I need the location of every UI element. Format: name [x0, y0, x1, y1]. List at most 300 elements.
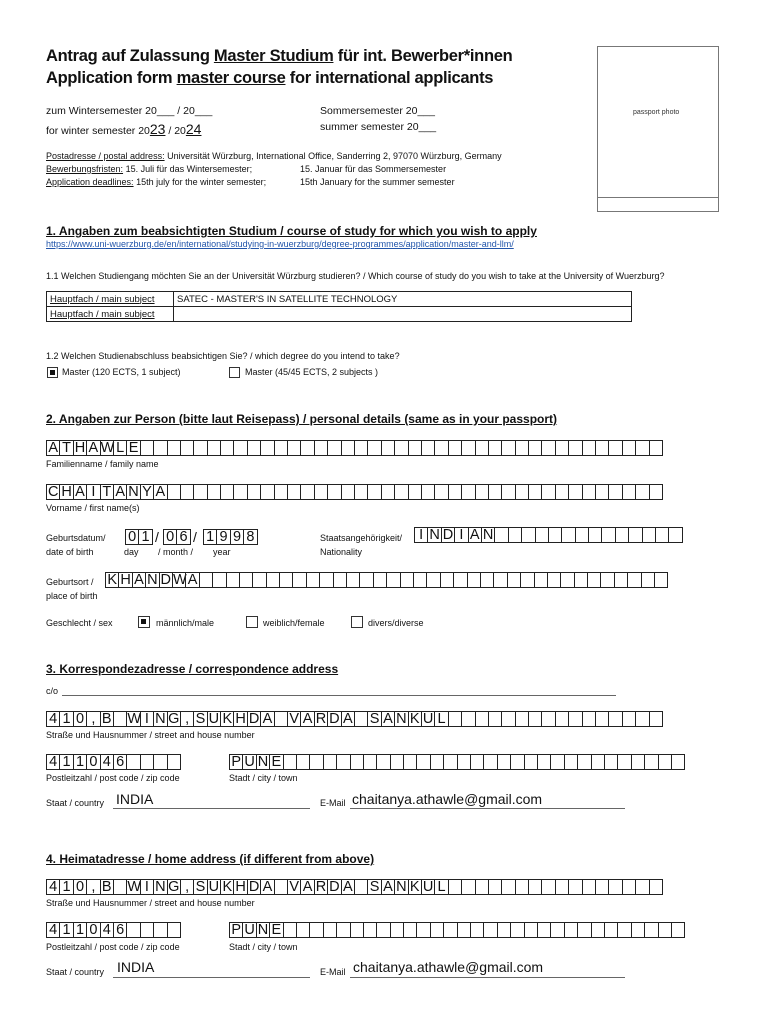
char-box[interactable] [453, 572, 467, 588]
char-box[interactable] [494, 527, 508, 543]
char-box[interactable] [461, 711, 475, 727]
char-box[interactable] [510, 754, 524, 770]
char-box[interactable] [247, 484, 261, 500]
char-box[interactable] [510, 922, 524, 938]
char-box[interactable] [617, 754, 631, 770]
char-box[interactable] [483, 922, 497, 938]
char-box[interactable]: A [381, 879, 395, 895]
char-box[interactable]: A [113, 484, 127, 500]
char-box[interactable] [212, 572, 226, 588]
char-box[interactable] [595, 484, 609, 500]
first-name-boxes[interactable] [46, 484, 662, 500]
char-box[interactable] [381, 440, 395, 456]
char-box[interactable] [649, 879, 663, 895]
char-box[interactable] [515, 440, 529, 456]
home-city-boxes[interactable] [229, 922, 684, 938]
char-box[interactable]: G [168, 711, 180, 727]
char-box[interactable] [367, 484, 381, 500]
char-box[interactable] [354, 440, 368, 456]
char-box[interactable] [247, 440, 261, 456]
passport-photo-box[interactable] [597, 46, 719, 212]
char-box[interactable]: A [86, 440, 100, 456]
char-box[interactable] [568, 711, 582, 727]
char-box[interactable] [167, 440, 181, 456]
char-box[interactable] [550, 922, 564, 938]
char-box[interactable] [528, 484, 542, 500]
char-box[interactable] [470, 922, 484, 938]
char-box[interactable]: 0 [86, 922, 100, 938]
char-box[interactable]: E [269, 754, 283, 770]
dob-day-boxes[interactable] [125, 529, 152, 545]
degree-option-45-checkbox[interactable] [229, 367, 240, 378]
char-box[interactable] [408, 440, 422, 456]
char-box[interactable] [126, 922, 140, 938]
country-field[interactable]: INDIA [116, 791, 154, 807]
char-box[interactable] [363, 922, 377, 938]
char-box[interactable] [644, 754, 658, 770]
char-box[interactable]: 4 [46, 922, 60, 938]
home-postcode-boxes[interactable] [46, 922, 180, 938]
char-box[interactable] [306, 572, 320, 588]
char-box[interactable] [541, 711, 555, 727]
char-box[interactable] [300, 440, 314, 456]
char-box[interactable]: 4 [100, 922, 114, 938]
char-box[interactable] [655, 527, 669, 543]
char-box[interactable]: 1 [203, 529, 217, 545]
char-box[interactable] [376, 754, 390, 770]
char-box[interactable] [443, 754, 457, 770]
char-box[interactable] [488, 484, 502, 500]
char-box[interactable] [287, 484, 301, 500]
char-box[interactable]: A [468, 527, 482, 543]
char-box[interactable] [287, 440, 301, 456]
char-box[interactable] [461, 879, 475, 895]
char-box[interactable] [515, 879, 529, 895]
char-box[interactable] [390, 754, 404, 770]
char-box[interactable]: 8 [243, 529, 257, 545]
char-box[interactable]: B [100, 879, 114, 895]
char-box[interactable]: 0 [73, 711, 87, 727]
char-box[interactable]: W [127, 879, 142, 895]
char-box[interactable] [582, 484, 596, 500]
char-box[interactable]: 0 [125, 529, 139, 545]
char-box[interactable] [577, 922, 591, 938]
char-box[interactable]: W [172, 572, 187, 588]
char-box[interactable] [622, 440, 636, 456]
char-box[interactable] [457, 754, 471, 770]
char-box[interactable] [274, 440, 288, 456]
char-box[interactable]: 1 [59, 922, 73, 938]
char-box[interactable] [403, 754, 417, 770]
char-box[interactable] [363, 754, 377, 770]
char-box[interactable] [631, 754, 645, 770]
char-box[interactable] [488, 440, 502, 456]
char-box[interactable] [434, 440, 448, 456]
char-box[interactable]: N [155, 711, 166, 727]
char-box[interactable]: S [193, 711, 207, 727]
char-box[interactable]: R [315, 879, 327, 895]
char-box[interactable] [644, 922, 658, 938]
char-box[interactable] [604, 922, 618, 938]
char-box[interactable]: K [220, 711, 234, 727]
char-box[interactable] [426, 572, 440, 588]
char-box[interactable] [300, 484, 314, 500]
char-box[interactable] [207, 484, 221, 500]
char-box[interactable] [622, 484, 636, 500]
char-box[interactable] [627, 572, 641, 588]
char-box[interactable] [448, 440, 462, 456]
char-box[interactable]: U [422, 879, 434, 895]
char-box[interactable] [327, 484, 341, 500]
char-box[interactable] [564, 754, 578, 770]
char-box[interactable] [483, 754, 497, 770]
char-box[interactable]: N [257, 922, 269, 938]
char-box[interactable] [416, 922, 430, 938]
char-box[interactable] [534, 572, 548, 588]
char-box[interactable] [260, 440, 274, 456]
char-box[interactable] [671, 922, 685, 938]
char-box[interactable]: R [315, 711, 327, 727]
char-box[interactable] [555, 440, 569, 456]
char-box[interactable] [550, 754, 564, 770]
char-box[interactable]: V [287, 711, 301, 727]
char-box[interactable] [508, 527, 522, 543]
char-box[interactable]: A [153, 484, 167, 500]
char-box[interactable]: , [180, 711, 194, 727]
char-box[interactable] [467, 572, 481, 588]
char-box[interactable]: H [61, 484, 72, 500]
char-box[interactable]: S [367, 879, 381, 895]
char-box[interactable] [367, 440, 381, 456]
char-box[interactable] [323, 922, 337, 938]
char-box[interactable]: I [140, 879, 154, 895]
char-box[interactable] [193, 440, 207, 456]
char-box[interactable] [443, 922, 457, 938]
char-box[interactable]: 1 [138, 529, 152, 545]
char-box[interactable] [608, 484, 622, 500]
char-box[interactable]: N [429, 527, 440, 543]
char-box[interactable]: P [229, 922, 243, 938]
char-box[interactable] [524, 922, 538, 938]
char-box[interactable]: , [180, 879, 194, 895]
char-box[interactable] [515, 711, 529, 727]
char-box[interactable] [577, 754, 591, 770]
char-box[interactable] [457, 922, 471, 938]
char-box[interactable] [501, 484, 515, 500]
char-box[interactable]: A [260, 711, 274, 727]
home-email-field[interactable]: chaitanya.athawle@gmail.com [353, 959, 544, 975]
char-box[interactable] [622, 879, 636, 895]
char-box[interactable] [430, 922, 444, 938]
char-box[interactable]: 1 [73, 922, 87, 938]
sex-male-checkbox[interactable] [138, 616, 150, 628]
char-box[interactable] [470, 754, 484, 770]
char-box[interactable]: A [300, 879, 314, 895]
char-box[interactable]: H [235, 879, 246, 895]
char-box[interactable] [113, 711, 127, 727]
nationality-boxes[interactable] [414, 527, 682, 543]
char-box[interactable] [430, 754, 444, 770]
char-box[interactable] [283, 922, 297, 938]
char-box[interactable]: D [329, 711, 340, 727]
char-box[interactable] [336, 754, 350, 770]
char-box[interactable]: 4 [100, 754, 114, 770]
char-box[interactable]: N [128, 484, 139, 500]
char-box[interactable]: A [73, 484, 87, 500]
char-box[interactable]: 0 [86, 754, 100, 770]
char-box[interactable] [309, 922, 323, 938]
char-box[interactable]: 9 [230, 529, 244, 545]
char-box[interactable] [635, 440, 649, 456]
char-box[interactable]: L [434, 879, 448, 895]
char-box[interactable] [535, 527, 549, 543]
char-box[interactable] [568, 879, 582, 895]
char-box[interactable]: A [341, 879, 355, 895]
char-box[interactable] [595, 711, 609, 727]
char-box[interactable] [394, 440, 408, 456]
char-box[interactable] [327, 440, 341, 456]
char-box[interactable] [560, 572, 574, 588]
char-box[interactable] [654, 572, 668, 588]
char-box[interactable]: 6 [113, 922, 127, 938]
co-field[interactable] [62, 695, 616, 696]
char-box[interactable] [649, 711, 663, 727]
char-box[interactable]: K [105, 572, 119, 588]
char-box[interactable] [354, 484, 368, 500]
char-box[interactable] [350, 922, 364, 938]
char-box[interactable] [555, 879, 569, 895]
char-box[interactable]: 1 [59, 879, 73, 895]
char-box[interactable] [614, 572, 628, 588]
char-box[interactable]: , [86, 879, 100, 895]
char-box[interactable]: 6 [113, 754, 127, 770]
char-box[interactable]: W [100, 440, 115, 456]
char-box[interactable]: G [168, 879, 180, 895]
char-box[interactable] [283, 754, 297, 770]
char-box[interactable] [354, 711, 368, 727]
char-box[interactable] [309, 754, 323, 770]
char-box[interactable] [595, 879, 609, 895]
char-box[interactable]: N [396, 879, 407, 895]
char-box[interactable] [140, 754, 154, 770]
char-box[interactable]: A [341, 711, 355, 727]
degree-option-120-checkbox[interactable] [47, 367, 58, 378]
char-box[interactable] [341, 440, 355, 456]
city-boxes[interactable] [229, 754, 684, 770]
char-box[interactable]: B [100, 711, 114, 727]
char-box[interactable]: D [442, 527, 454, 543]
char-box[interactable] [480, 572, 494, 588]
char-box[interactable] [588, 527, 602, 543]
char-box[interactable]: I [454, 527, 468, 543]
char-box[interactable]: U [244, 922, 255, 938]
char-box[interactable] [574, 572, 588, 588]
char-box[interactable] [475, 484, 489, 500]
char-box[interactable]: D [329, 879, 340, 895]
char-box[interactable] [591, 754, 605, 770]
char-box[interactable] [279, 572, 293, 588]
char-box[interactable] [373, 572, 387, 588]
char-box[interactable] [226, 572, 240, 588]
char-box[interactable] [274, 484, 288, 500]
char-box[interactable] [140, 922, 154, 938]
char-box[interactable] [622, 711, 636, 727]
char-box[interactable]: 4 [46, 879, 60, 895]
char-box[interactable] [403, 922, 417, 938]
char-box[interactable] [319, 572, 333, 588]
char-box[interactable]: A [381, 711, 395, 727]
char-box[interactable] [180, 484, 194, 500]
char-box[interactable] [167, 922, 181, 938]
char-box[interactable] [400, 572, 414, 588]
char-box[interactable] [587, 572, 601, 588]
char-box[interactable]: L [434, 711, 448, 727]
char-box[interactable]: C [47, 484, 59, 500]
char-box[interactable] [617, 922, 631, 938]
char-box[interactable] [167, 484, 181, 500]
char-box[interactable] [537, 922, 551, 938]
char-box[interactable]: U [208, 879, 220, 895]
char-box[interactable]: 1 [73, 754, 87, 770]
home-country-field[interactable]: INDIA [117, 959, 155, 975]
char-box[interactable] [346, 572, 360, 588]
char-box[interactable] [608, 440, 622, 456]
char-box[interactable]: U [244, 754, 255, 770]
char-box[interactable]: I [140, 711, 154, 727]
dob-year-boxes[interactable] [203, 529, 257, 545]
char-box[interactable]: T [100, 484, 114, 500]
main-subject-field[interactable]: SATEC - MASTER'S IN SATELLITE TECHNOLOGY [174, 292, 632, 307]
programmes-link[interactable]: https://www.uni-wuerzburg.de/en/international/studying-in-wuerzburg/degree-programmes/application/master-and-llm/ [46, 239, 514, 249]
char-box[interactable]: , [86, 711, 100, 727]
char-box[interactable] [601, 527, 615, 543]
char-box[interactable] [207, 440, 221, 456]
char-box[interactable] [333, 572, 347, 588]
char-box[interactable] [292, 572, 306, 588]
char-box[interactable] [296, 922, 310, 938]
char-box[interactable]: N [396, 711, 407, 727]
char-box[interactable]: A [260, 879, 274, 895]
char-box[interactable]: 0 [73, 879, 87, 895]
family-name-boxes[interactable] [46, 440, 662, 456]
char-box[interactable] [564, 922, 578, 938]
char-box[interactable] [591, 922, 605, 938]
char-box[interactable] [153, 754, 167, 770]
char-box[interactable]: N [147, 572, 158, 588]
char-box[interactable]: N [482, 527, 494, 543]
char-box[interactable] [408, 484, 422, 500]
char-box[interactable] [548, 527, 562, 543]
char-box[interactable] [461, 484, 475, 500]
char-box[interactable]: S [367, 711, 381, 727]
sex-female-checkbox[interactable] [246, 616, 258, 628]
char-box[interactable]: 4 [46, 754, 60, 770]
char-box[interactable] [671, 754, 685, 770]
char-box[interactable] [488, 711, 502, 727]
char-box[interactable] [153, 922, 167, 938]
winter-year-1[interactable]: 23 [149, 121, 166, 137]
char-box[interactable]: N [155, 879, 166, 895]
char-box[interactable]: D [248, 879, 260, 895]
char-box[interactable]: I [414, 527, 428, 543]
char-box[interactable] [488, 879, 502, 895]
char-box[interactable] [376, 922, 390, 938]
char-box[interactable] [260, 484, 274, 500]
char-box[interactable] [608, 879, 622, 895]
char-box[interactable] [501, 711, 515, 727]
home-street-boxes[interactable] [46, 879, 662, 895]
char-box[interactable]: V [287, 879, 301, 895]
char-box[interactable] [341, 484, 355, 500]
char-box[interactable]: I [86, 484, 100, 500]
char-box[interactable] [314, 440, 328, 456]
char-box[interactable] [252, 572, 266, 588]
char-box[interactable] [266, 572, 280, 588]
char-box[interactable] [233, 484, 247, 500]
char-box[interactable] [649, 484, 663, 500]
char-box[interactable] [448, 879, 462, 895]
char-box[interactable]: E [269, 922, 283, 938]
char-box[interactable]: 1 [59, 711, 73, 727]
char-box[interactable]: A [185, 572, 199, 588]
char-box[interactable] [582, 440, 596, 456]
char-box[interactable] [274, 879, 288, 895]
char-box[interactable]: A [300, 711, 314, 727]
char-box[interactable] [440, 572, 454, 588]
char-box[interactable] [541, 879, 555, 895]
char-box[interactable] [635, 711, 649, 727]
char-box[interactable] [220, 440, 234, 456]
char-box[interactable] [126, 754, 140, 770]
char-box[interactable] [390, 922, 404, 938]
char-box[interactable] [386, 572, 400, 588]
char-box[interactable] [608, 711, 622, 727]
char-box[interactable]: L [113, 440, 127, 456]
char-box[interactable] [113, 879, 127, 895]
char-box[interactable]: H [120, 572, 131, 588]
char-box[interactable]: P [229, 754, 243, 770]
char-box[interactable] [140, 440, 154, 456]
char-box[interactable] [568, 484, 582, 500]
char-box[interactable] [274, 711, 288, 727]
char-box[interactable] [220, 484, 234, 500]
char-box[interactable]: W [127, 711, 142, 727]
char-box[interactable] [631, 922, 645, 938]
char-box[interactable] [547, 572, 561, 588]
char-box[interactable] [528, 711, 542, 727]
char-box[interactable]: H [235, 711, 246, 727]
char-box[interactable] [359, 572, 373, 588]
char-box[interactable]: 6 [176, 529, 190, 545]
char-box[interactable] [600, 572, 614, 588]
char-box[interactable]: 4 [46, 711, 60, 727]
char-box[interactable]: S [193, 879, 207, 895]
char-box[interactable] [314, 484, 328, 500]
char-box[interactable]: 0 [163, 529, 177, 545]
char-box[interactable]: D [160, 572, 171, 588]
char-box[interactable] [582, 879, 596, 895]
char-box[interactable] [448, 711, 462, 727]
sex-diverse-checkbox[interactable] [351, 616, 363, 628]
char-box[interactable]: A [132, 572, 146, 588]
char-box[interactable] [524, 754, 538, 770]
char-box[interactable] [649, 440, 663, 456]
char-box[interactable]: 1 [59, 754, 73, 770]
char-box[interactable] [493, 572, 507, 588]
char-box[interactable] [501, 440, 515, 456]
char-box[interactable]: K [408, 711, 422, 727]
char-box[interactable] [413, 572, 427, 588]
